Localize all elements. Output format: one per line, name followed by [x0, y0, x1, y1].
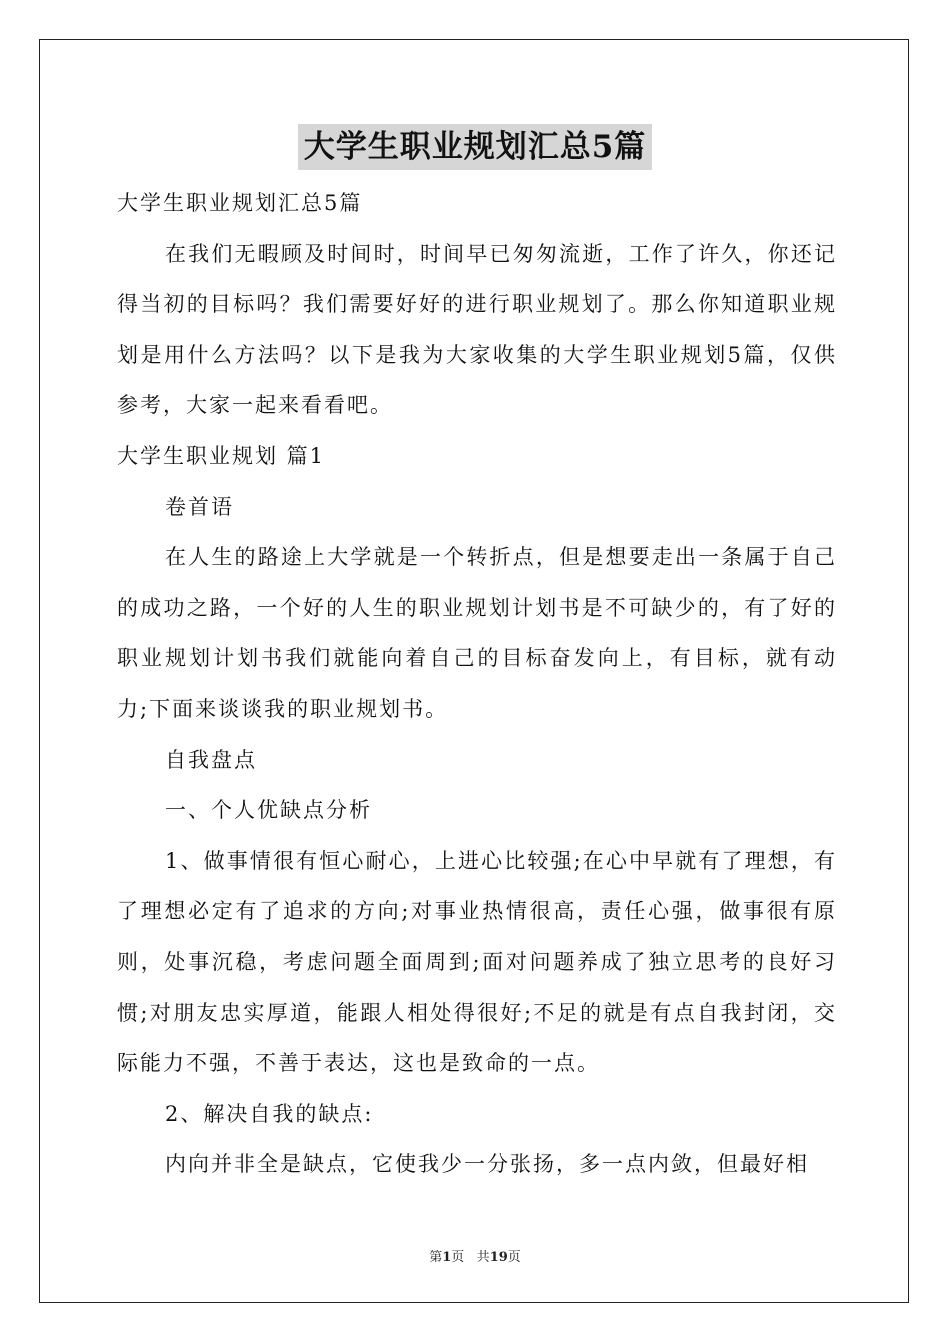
paragraph-subtitle: 大学生职业规划汇总5篇: [117, 191, 363, 215]
footer-page-unit: 页: [451, 1250, 465, 1265]
footer-page-number: 1: [442, 1250, 452, 1265]
paragraph-introvert: 内向并非全是缺点，它使我少一分张扬，多一点内敛，但最好相: [165, 1152, 809, 1177]
footer-total-unit: 页: [507, 1250, 521, 1265]
footer-total-pages: 19: [489, 1250, 508, 1265]
page-footer: [0, 1246, 950, 1265]
paragraph-strengths: 1、做事情很有恒心耐心，上进心比较强;在心中早就有了理想，有了理想必定有了追求的方向;对事业热情很高，责任心强，做事很有原则，处事沉稳，考虑问题全面周到;面对问题养成了独立思考的良好习惯;对朋友忠实厚道，能跟人相处得很好;不足的就是有点自我封闭，交际能力不强，不善于表达，这也是致命的一点。: [117, 848, 837, 1076]
subheading-weakness: 2、解决自我的缺点:: [165, 1101, 374, 1126]
section-heading: 大学生职业规划 篇1: [117, 443, 326, 468]
title-container: [0, 124, 950, 170]
subheading-preface: 卷首语: [165, 494, 234, 519]
paragraph-intro: 在我们无暇顾及时间时，时间早已匆匆流逝，工作了许久，你还记得当初的目标吗？我们需要好好的进行职业规划了。那么你知道职业规划是用什么方法吗？以下是我为大家收集的大学生职业规划5篇，仅供参考，大家一起来看看吧。: [117, 241, 837, 418]
document-body: [117, 178, 837, 1190]
paragraph-preface: 在人生的路途上大学就是一个转折点，但是想要走出一条属于自己的成功之路，一个好的人生的职业规划计划书是不可缺少的，有了好的职业规划计划书我们就能向着自己的目标奋发向上，有目标，就有动力;下面来谈谈我的职业规划书。: [117, 545, 837, 721]
subheading-analysis: 一、个人优缺点分析: [165, 798, 372, 823]
footer-total-prefix: 共: [476, 1250, 490, 1265]
document-title: 大学生职业规划汇总5篇: [298, 124, 653, 170]
footer-prefix: 第: [429, 1250, 443, 1265]
subheading-self-review: 自我盘点: [165, 747, 257, 772]
